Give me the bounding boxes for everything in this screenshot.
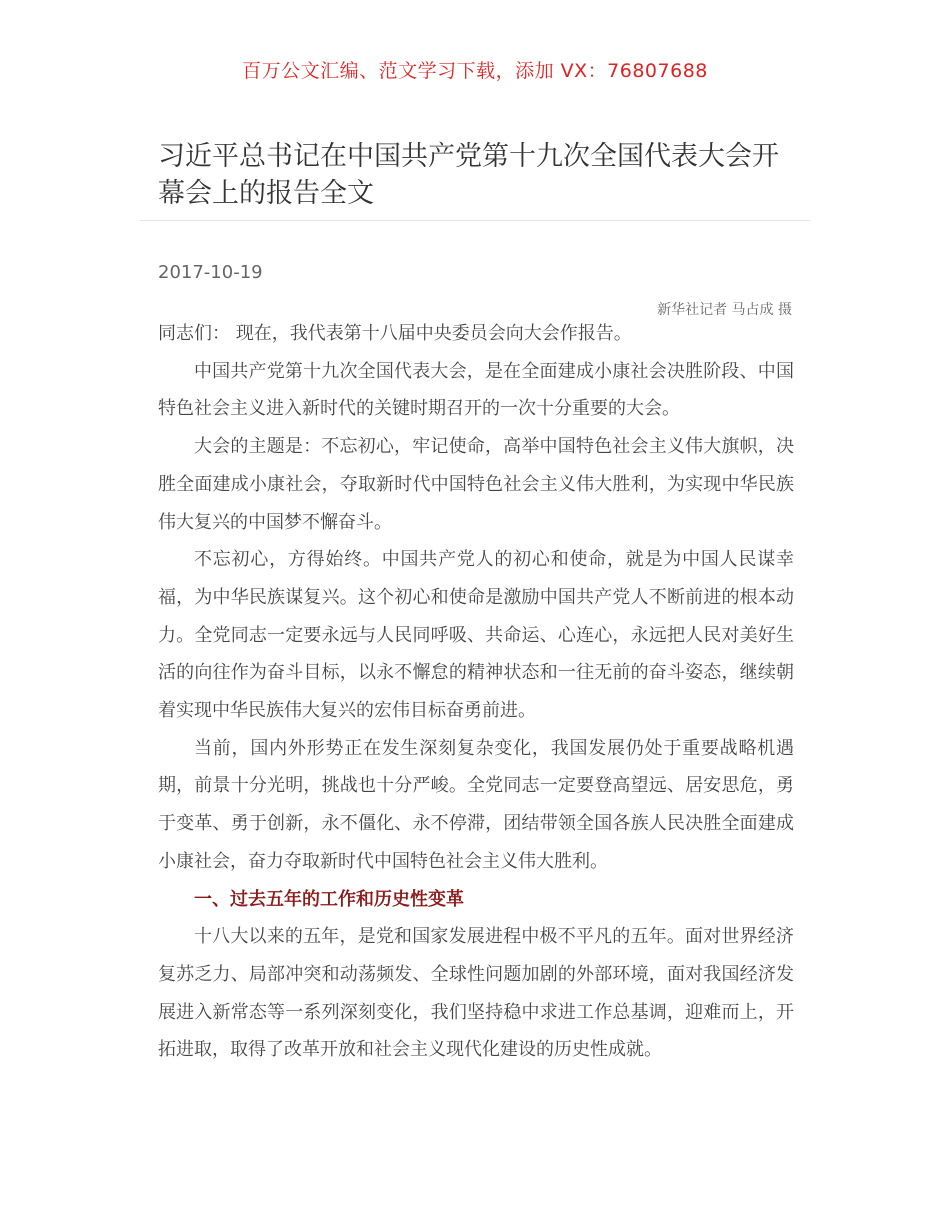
section-heading: 一、过去五年的工作和历史性变革	[194, 888, 464, 910]
article-body	[158, 315, 794, 1069]
publish-date: 2017-10-19	[158, 262, 263, 283]
paragraph: 大会的主题是：不忘初心，牢记使命，高举中国特色社会主义伟大旗帜，决胜全面建成小康社会，夺取新时代中国特色社会主义伟大胜利，为实现中华民族伟大复兴的中国梦不懈奋斗。	[158, 436, 794, 533]
title-divider	[140, 220, 810, 221]
paragraph: 不忘初心，方得始终。中国共产党人的初心和使命，就是为中国人民谋幸福，为中华民族谋复兴。这个初心和使命是激励中国共产党人不断前进的根本动力。全党同志一定要永远与人民同呼吸、共命运、心连心，永远把人民对美好生活的向往作为奋斗目标，以永不懈怠的精神状态和一往无前的奋斗姿态，继续朝着实现中华民族伟大复兴的宏伟目标奋勇前进。	[158, 549, 794, 722]
paragraph-greeting: 同志们： 现在，我代表第十八届中央委员会向大会作报告。	[158, 323, 632, 344]
paragraph: 中国共产党第十九次全国代表大会，是在全面建成小康社会决胜阶段、中国特色社会主义进入新时代的关键时期召开的一次十分重要的大会。	[158, 360, 794, 420]
paragraph: 十八大以来的五年，是党和国家发展进程中极不平凡的五年。面对世界经济复苏乏力、局部冲突和动荡频发、全球性问题加剧的外部环境，面对我国经济发展进入新常态等一系列深刻变化，我们坚持稳中求进工作总基调，迎难而上，开拓进取，取得了改革开放和社会主义现代化建设的历史性成就。	[158, 926, 794, 1061]
article-title: 习近平总书记在中国共产党第十九次全国代表大会开幕会上的报告全文	[158, 141, 779, 209]
photo-credit: 新华社记者 马占成 摄	[657, 302, 792, 318]
paragraph: 当前，国内外形势正在发生深刻复杂变化，我国发展仍处于重要战略机遇期，前景十分光明，挑战也十分严峻。全党同志一定要登高望远、居安思危，勇于变革、勇于创新，永不僵化、永不停滞，团结带领全国各族人民决胜全面建成小康社会，奋力夺取新时代中国特色社会主义伟大胜利。	[158, 737, 794, 872]
promo-banner: 百万公文汇编、范文学习下载，添加 VX：76807688	[242, 60, 708, 82]
